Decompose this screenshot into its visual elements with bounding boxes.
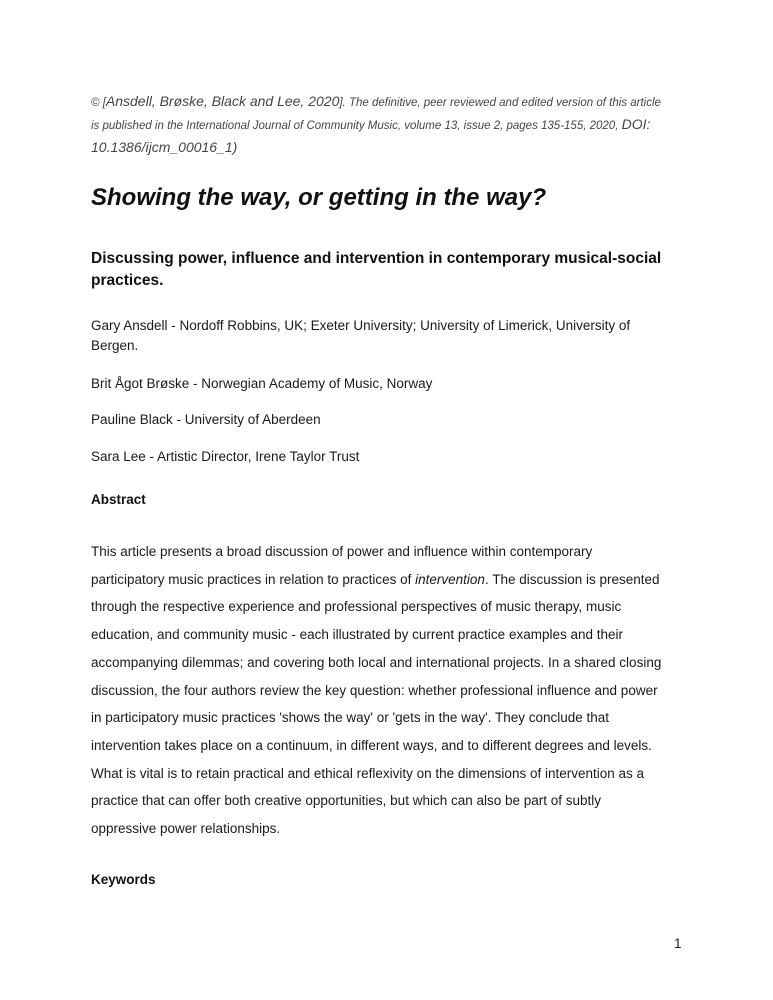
article-title: Showing the way, or getting in the way? [91, 184, 547, 211]
abstract-line: intervention takes place on a continuum, in different ways, and to different degrees and levels. [91, 737, 652, 753]
keywords-heading: Keywords [91, 872, 156, 887]
abstract-line: practice that can offer both creative opportunities, but which can also be part of subtly [91, 793, 602, 809]
copyright-symbol: © [91, 97, 100, 109]
copyright-authors-year: Ansdell, Brøske, Black and Lee, 2020 [105, 93, 340, 109]
article-subtitle: Discussing power, influence and intervention in contemporary musical-social practices. [91, 250, 662, 289]
page-number: 1 [674, 936, 682, 951]
abstract-line: What is vital is to retain practical and ethical reflexivity on the dimensions of intervention as a [91, 765, 645, 781]
author-affiliation: Sara Lee - Artistic Director, Irene Taylor Trust [91, 449, 360, 464]
abstract-heading: Abstract [91, 492, 146, 507]
abstract-line: This article presents a broad discussion of power and influence within contemporary [91, 544, 593, 559]
author-affiliation: Brit Ågot Brøske - Norwegian Academy of Music, Norway [91, 376, 433, 391]
abstract-line [91, 566, 701, 594]
copyright-open-bracket: [ [102, 97, 106, 109]
abstract-line: education, and community music - each illustrated by current practice examples and their [91, 627, 624, 643]
abstract-line: oppressive power relationships. [91, 821, 281, 837]
copyright-doi-value: 10.1386/ijcm_00016_1) [91, 139, 238, 155]
abstract-body [91, 538, 701, 843]
abstract-line: through the respective experience and professional perspectives of music therapy, music [91, 599, 622, 615]
copyright-notice [91, 91, 691, 160]
abstract-text: participatory music practices in relation to practices of [91, 571, 416, 587]
author-affiliation: Pauline Black - University of Aberdeen [91, 412, 321, 427]
abstract-line: accompanying dilemmas; and covering both local and international projects. In a shared closing [91, 654, 662, 670]
abstract-line: discussion, the four authors review the key question: whether professional influence and power [91, 682, 658, 698]
copyright-line2: is published in the International Journal of Community Music, volume 13, issue 2, pages 135-155, 2020, [91, 120, 619, 132]
copyright-line1: The definitive, peer reviewed and edited version of this article [345, 97, 661, 109]
copyright-doi-label: DOI: [621, 116, 651, 132]
author-affiliation: Gary Ansdell - Nordoff Robbins, UK; Exeter University; University of Limerick, University of Bergen. [91, 318, 631, 353]
abstract-italic-term: intervention [415, 571, 485, 587]
abstract-text: . The discussion is presented [484, 571, 660, 587]
abstract-line: in participatory music practices 'shows the way' or 'gets in the way'. They conclude that [91, 710, 610, 726]
copyright-close-bracket: ]. [339, 97, 346, 109]
